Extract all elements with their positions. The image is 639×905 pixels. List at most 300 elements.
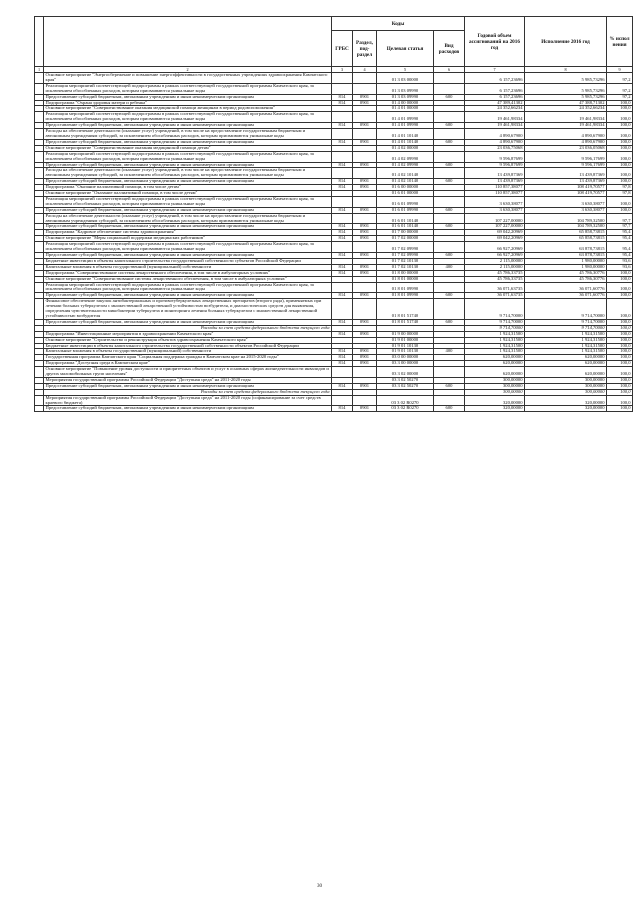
article-cell: 01 6 01 10140: [377, 213, 434, 224]
percent-cell: 100,0: [607, 100, 633, 106]
expense-type-cell: 400: [434, 264, 465, 270]
article-cell: 01 9 01 10130: [377, 343, 434, 349]
annual-amount-cell: 36 071,63735: [465, 282, 525, 293]
item-name-cell: Капитальные вложения в объекты государственной (муниципальной) собственности: [44, 264, 332, 270]
header-article: Целевая статья: [377, 31, 434, 67]
table-row: [35, 83, 633, 94]
execution-amount-cell: 36 071,60776: [525, 282, 607, 293]
annual-amount-cell: 110 857,38077: [465, 185, 525, 191]
execution-amount-cell: 13 439,87369: [525, 179, 607, 185]
item-name-cell: Основное мероприятие "Оказание паллиативной помощи, в том числе детям": [44, 191, 332, 197]
article-cell: 01 6 01 00000: [377, 191, 434, 197]
expense-type-cell: [434, 299, 465, 320]
percent-cell: 100,0: [607, 151, 633, 162]
article-cell: 03 0 00 00000: [377, 355, 434, 361]
article-cell: 01 7 02 10130: [377, 264, 434, 270]
annual-amount-cell: 620,00000: [465, 367, 525, 378]
execution-amount-cell: 1 980,00000: [525, 264, 607, 270]
item-name-cell: Предоставление субсидий бюджетным, автономным учреждениям и иным некоммерческим организациям: [44, 224, 332, 230]
table-row: [35, 282, 633, 293]
grbs-cell: 814: [332, 179, 353, 185]
section-cell: 0901: [353, 179, 377, 185]
expense-type-cell: 600: [434, 179, 465, 185]
column-number: 2: [44, 67, 332, 73]
annual-amount-cell: 13 439,87369: [465, 168, 525, 179]
execution-amount-cell: 9 714,70000: [525, 325, 607, 331]
annual-amount-cell: 300,00000: [465, 377, 525, 383]
expense-type-cell: [434, 151, 465, 162]
percent-cell: 100,0: [607, 139, 633, 145]
section-cell: 0901: [353, 207, 377, 213]
annual-amount-cell: 6 157,23696: [465, 83, 525, 94]
percent-cell: 100,0: [607, 367, 633, 378]
grbs-cell: [332, 112, 353, 123]
article-cell: 01 9 00 00000: [377, 331, 434, 337]
section-cell: [353, 83, 377, 94]
table-row: [35, 406, 633, 412]
percent-cell: 100,0: [607, 337, 633, 343]
annual-amount-cell: 9 596,87699: [465, 151, 525, 162]
section-cell: 0901: [353, 349, 377, 355]
execution-amount-cell: 104 789,32500: [525, 224, 607, 230]
annual-amount-cell: 9 714,70000: [465, 319, 525, 325]
execution-amount-cell: 108 419,70577: [525, 185, 607, 191]
item-name-cell: Предоставление субсидий бюджетным, автономным учреждениям и иным некоммерческим организациям: [44, 406, 332, 412]
section-cell: 0901: [353, 264, 377, 270]
expense-type-cell: [434, 367, 465, 378]
row-number-cell: [35, 168, 44, 179]
article-cell: 01 9 01 10130: [377, 349, 434, 355]
annual-amount-cell: 3 630,38077: [465, 196, 525, 207]
percent-cell: 100,0: [607, 343, 633, 349]
execution-amount-cell: 63 878,73815: [525, 242, 607, 253]
grbs-cell: 814: [332, 293, 353, 299]
annual-amount-cell: 1 924,31500: [465, 349, 525, 355]
execution-amount-cell: 9 596,17699: [525, 151, 607, 162]
row-number-cell: [35, 213, 44, 224]
percent-cell: 95,4: [607, 230, 633, 236]
item-name-cell: Основное мероприятие "Меры социальной поддержки медицинских работников": [44, 236, 332, 242]
grbs-cell: 814: [332, 94, 353, 100]
article-cell: 01 7 00 00000: [377, 230, 434, 236]
item-name-cell: Реализация мероприятий соответствующей подпрограммы в рамках соответствующей государственной программы Камчатского края, за исключением обособленных расходов, которым присваиваются уникальные коды: [44, 151, 332, 162]
execution-amount-cell: 63 878,73815: [525, 253, 607, 259]
expense-type-cell: 400: [434, 349, 465, 355]
section-cell: [353, 112, 377, 123]
article-cell: 01 3 03 09990: [377, 83, 434, 94]
grbs-cell: 814: [332, 270, 353, 276]
article-cell: 01 6 01 09990: [377, 207, 434, 213]
article-cell: 01 8 01 51740: [377, 319, 434, 325]
annual-amount-cell: 19 461,98334: [465, 112, 525, 123]
execution-amount-cell: 9 714,70000: [525, 299, 607, 320]
section-cell: 0901: [353, 331, 377, 337]
expense-type-cell: 600: [434, 293, 465, 299]
article-cell: 01 9 01 00000: [377, 337, 434, 343]
grbs-cell: 814: [332, 253, 353, 259]
section-cell: [353, 395, 377, 406]
expense-type-cell: [434, 73, 465, 84]
annual-amount-cell: 13 439,87369: [465, 179, 525, 185]
percent-cell: 100,0: [607, 162, 633, 168]
percent-cell: 100,0: [607, 389, 633, 395]
percent-cell: 100,0: [607, 377, 633, 383]
execution-amount-cell: 65 858,73815: [525, 236, 607, 242]
execution-amount-cell: 45 786,30776: [525, 270, 607, 276]
section-cell: 0901: [353, 319, 377, 325]
percent-cell: 100,0: [607, 299, 633, 320]
article-cell: 01 4 02 00000: [377, 145, 434, 151]
execution-amount-cell: 620,00000: [525, 361, 607, 367]
percent-cell: 100,0: [607, 106, 633, 112]
execution-amount-cell: 620,00000: [525, 355, 607, 361]
section-cell: 0901: [353, 270, 377, 276]
article-cell: 01 4 01 10140: [377, 129, 434, 140]
grbs-cell: 814: [332, 236, 353, 242]
item-name-cell: Подпрограмма "Оказание паллиативной помощи, в том числе детям": [44, 185, 332, 191]
percent-cell: 97,7: [607, 213, 633, 224]
percent-cell: 95,4: [607, 253, 633, 259]
grbs-cell: [332, 367, 353, 378]
annual-amount-cell: 69 042,20969: [465, 230, 525, 236]
article-cell: 01 4 01 10140: [377, 139, 434, 145]
execution-amount-cell: 23 036,05068: [525, 145, 607, 151]
expense-type-cell: [434, 242, 465, 253]
item-name-cell: Основное мероприятие "Строительство и реконструкция объектов здравоохранения Камчатского края": [44, 337, 332, 343]
section-cell: 0901: [353, 162, 377, 168]
annual-amount-cell: 4 890,67900: [465, 139, 525, 145]
expense-type-cell: 600: [434, 383, 465, 389]
percent-cell: 100,0: [607, 361, 633, 367]
article-cell: 03 3 00 00000: [377, 361, 434, 367]
section-cell: 0901: [353, 185, 377, 191]
percent-cell: 100,0: [607, 319, 633, 325]
grbs-cell: 814: [332, 349, 353, 355]
grbs-cell: 814: [332, 123, 353, 129]
header-execution: Исполнение 2016 год: [525, 17, 607, 67]
percent-cell: 97,2: [607, 83, 633, 94]
execution-amount-cell: 65 858,73815: [525, 230, 607, 236]
percent-cell: 100,0: [607, 112, 633, 123]
annual-amount-cell: 1 924,31500: [465, 343, 525, 349]
annual-amount-cell: 620,00000: [465, 361, 525, 367]
annual-amount-cell: 300,00000: [465, 389, 525, 395]
row-number-cell: [35, 73, 44, 84]
item-name-cell: Реализация мероприятий соответствующей подпрограммы в рамках соответствующей государственной программы Камчатского края, за исключением обособленных расходов, которым присваиваются уникальные коды: [44, 196, 332, 207]
table-row: [35, 242, 633, 253]
row-number-cell: [35, 395, 44, 406]
percent-cell: 100,0: [607, 168, 633, 179]
section-cell: 0901: [353, 406, 377, 412]
item-name-cell: Подпрограмма "Инвестиционные мероприятия в здравоохранении Камчатского края": [44, 331, 332, 337]
annual-amount-cell: 45 786,33735: [465, 270, 525, 276]
percent-cell: 100,0: [607, 129, 633, 140]
expense-type-cell: 600: [434, 162, 465, 168]
execution-amount-cell: 300,00000: [525, 383, 607, 389]
annual-amount-cell: 9 714,70000: [465, 325, 525, 331]
item-name-cell: Основное мероприятие "Повышение уровня доступности и приоритетных объектов и услуг в основных сферах жизнедеятельности инвалидов и других маломобильных групп населения": [44, 367, 332, 378]
execution-amount-cell: 1 924,31500: [525, 337, 607, 343]
item-name-cell: Мероприятия государственной программы Российской Федерации "Доступная среда" на 2011-2020 годы (софинансирование за счет средств краевого бюджета): [44, 395, 332, 406]
execution-amount-cell: 3 630,38077: [525, 207, 607, 213]
execution-amount-cell: 5 985,73296: [525, 94, 607, 100]
expense-type-cell: 600: [434, 253, 465, 259]
article-cell: 01 8 00 00000: [377, 270, 434, 276]
grbs-cell: 814: [332, 355, 353, 361]
article-cell: 01 4 02 10140: [377, 168, 434, 179]
budget-table: [34, 16, 633, 412]
grbs-cell: 814: [332, 406, 353, 412]
item-name-cell: Реализация мероприятий соответствующей подпрограммы в рамках соответствующей государственной программы Камчатского края, за исключением обособленных расходов, которым присваиваются уникальные коды: [44, 242, 332, 253]
article-cell: 01 8 01 00000: [377, 276, 434, 282]
table-row: [35, 112, 633, 123]
percent-cell: 100,0: [607, 282, 633, 293]
table-row: [35, 151, 633, 162]
row-number-cell: [35, 112, 44, 123]
header-blank-num: [35, 17, 44, 67]
percent-cell: 93,6: [607, 264, 633, 270]
section-cell: 0901: [353, 361, 377, 367]
percent-cell: 95,4: [607, 242, 633, 253]
item-name-cell: Предоставление субсидий бюджетным, автономным учреждениям и иным некоммерческим организациям: [44, 139, 332, 145]
annual-amount-cell: 107 227,00000: [465, 213, 525, 224]
section-cell: 0901: [353, 100, 377, 106]
expense-type-cell: [434, 282, 465, 293]
header-grbs: ГРБС: [332, 31, 353, 67]
article-cell: 03 3 02 50270: [377, 377, 434, 383]
section-cell: 0901: [353, 224, 377, 230]
percent-cell: 100,0: [607, 270, 633, 276]
execution-amount-cell: 47 388,71302: [525, 100, 607, 106]
grbs-cell: [332, 73, 353, 84]
column-number: 3: [332, 67, 353, 73]
column-number: 4: [353, 67, 377, 73]
item-name-cell: Предоставление субсидий бюджетным, автономным учреждениям и иным некоммерческим организациям: [44, 319, 332, 325]
item-name-cell: Подпрограмма "Кадровое обеспечение системы здравоохранения": [44, 230, 332, 236]
annual-amount-cell: 110 857,38077: [465, 191, 525, 197]
expense-type-cell: 600: [434, 207, 465, 213]
section-cell: 0901: [353, 123, 377, 129]
article-cell: 01 4 00 00000: [377, 100, 434, 106]
annual-amount-cell: 9 714,70000: [465, 299, 525, 320]
article-cell: 03 3 02 50270: [377, 383, 434, 389]
percent-cell: 100,0: [607, 293, 633, 299]
row-number-cell: [35, 299, 44, 320]
header-section: Раздел, под-раздел: [353, 31, 377, 67]
grbs-cell: 814: [332, 361, 353, 367]
section-cell: 0901: [353, 383, 377, 389]
article-cell: 01 3 03 09990: [377, 94, 434, 100]
grbs-cell: 814: [332, 100, 353, 106]
section-cell: [353, 242, 377, 253]
section-cell: 0901: [353, 355, 377, 361]
execution-amount-cell: 1 924,31500: [525, 331, 607, 337]
annual-amount-cell: 3 630,38077: [465, 207, 525, 213]
execution-amount-cell: 1 924,31500: [525, 349, 607, 355]
article-cell: 01 8 01 51740: [377, 299, 434, 320]
annual-amount-cell: 69 042,20969: [465, 236, 525, 242]
grbs-cell: [332, 395, 353, 406]
percent-cell: 100,0: [607, 325, 633, 331]
item-name-cell: Подпрограмма "Охрана здоровья матери и ребенка": [44, 100, 332, 106]
item-name-cell: Подпрограмма "Доступная среда в Камчатском крае": [44, 361, 332, 367]
execution-amount-cell: 5 985,73296: [525, 73, 607, 84]
expense-type-cell: 600: [434, 123, 465, 129]
section-cell: 0901: [353, 293, 377, 299]
percent-cell: 97,8: [607, 185, 633, 191]
execution-amount-cell: 320,00000: [525, 406, 607, 412]
expense-type-cell: [434, 168, 465, 179]
annual-amount-cell: 19 461,98334: [465, 123, 525, 129]
table-row: [35, 299, 633, 320]
annual-amount-cell: 45 786,33735: [465, 276, 525, 282]
section-cell: [353, 299, 377, 320]
annual-amount-cell: 36 071,63735: [465, 293, 525, 299]
annual-amount-cell: 620,00000: [465, 355, 525, 361]
execution-amount-cell: 9 596,17699: [525, 162, 607, 168]
column-number: 9: [607, 67, 633, 73]
row-number-cell: [35, 242, 44, 253]
row-number-cell: [35, 83, 44, 94]
table-body: [35, 73, 633, 412]
item-name-cell: Предоставление субсидий бюджетным, автономным учреждениям и иным некоммерческим организациям: [44, 383, 332, 389]
expense-type-cell: [434, 196, 465, 207]
item-name-cell: Реализация мероприятий соответствующей подпрограммы в рамках соответствующей государственной программы Камчатского края, за исключением обособленных расходов, которым присваиваются уникальные коды: [44, 83, 332, 94]
expense-type-cell: 600: [434, 224, 465, 230]
article-cell: 01 7 02 00000: [377, 236, 434, 242]
article-cell: 01 4 02 09990: [377, 151, 434, 162]
item-name-cell: Предоставление субсидий бюджетным, автономным учреждениям и иным некоммерческим организациям: [44, 123, 332, 129]
expense-type-cell: [434, 213, 465, 224]
item-name-cell: Бюджетные инвестиции в объекты капитального строительства государственной собственности субъектов Российской Федерации: [44, 258, 332, 264]
annual-amount-cell: 320,00000: [465, 406, 525, 412]
annual-amount-cell: 2 115,00000: [465, 258, 525, 264]
article-cell: 01 4 02 10140: [377, 179, 434, 185]
column-number: 8: [525, 67, 607, 73]
table-row: [35, 73, 633, 84]
section-cell: [353, 73, 377, 84]
execution-amount-cell: 3 630,38077: [525, 196, 607, 207]
annual-amount-cell: 1 924,31500: [465, 331, 525, 337]
article-cell: 01 8 01 09990: [377, 282, 434, 293]
item-name-cell: Основное мероприятие "Энергосбережение и повышение энергоэффективности в государственных учреждениях здравоохранения Камчатского края": [44, 73, 332, 84]
item-name-cell: Расходы на обеспечение деятельности (оказание услуг) учреждений, в том числе на предоставление государственным бюджетным и автономным учреждениям субсидий, за исключением обособленных расходов, которым присваиваются уникальные коды: [44, 213, 332, 224]
header-codes: Коды: [332, 17, 465, 31]
percent-cell: 100,0: [607, 276, 633, 282]
row-number-cell: [35, 151, 44, 162]
grbs-cell: 814: [332, 207, 353, 213]
header-percent: % испол нения: [607, 17, 633, 67]
execution-amount-cell: 36 071,60776: [525, 293, 607, 299]
item-name-cell: Подпрограмма "Совершенствование системы лекарственного обеспечения, в том числе в амбулаторных условиях": [44, 270, 332, 276]
column-number: 7: [465, 67, 525, 73]
item-name-cell: Мероприятия государственной программы Российской Федерации "Доступная среда" на 2011-2020 годы: [44, 377, 332, 383]
percent-cell: 95,4: [607, 236, 633, 242]
row-number-cell: [35, 406, 44, 412]
item-name-cell: Расходы на обеспечение деятельности (оказание услуг) учреждений, в том числе на предоставление государственным бюджетным и автономным учреждениям субсидий, за исключением обособленных расходов, которым присваиваются уникальные коды: [44, 168, 332, 179]
item-name-cell: Капитальные вложения в объекты государственной (муниципальной) собственности: [44, 349, 332, 355]
section-cell: [353, 168, 377, 179]
percent-cell: 97,8: [607, 191, 633, 197]
table-row: [35, 367, 633, 378]
grbs-cell: 814: [332, 319, 353, 325]
section-cell: [353, 151, 377, 162]
expense-type-cell: 600: [434, 319, 465, 325]
execution-amount-cell: 9 714,70000: [525, 319, 607, 325]
execution-amount-cell: 4 890,67900: [525, 139, 607, 145]
percent-cell: 100,0: [607, 179, 633, 185]
expense-type-cell: 600: [434, 94, 465, 100]
item-name-cell: Основное мероприятие "Совершенствование оказания медицинской помощи женщинам в период родовспоможения": [44, 106, 332, 112]
header-blank-name: [44, 17, 332, 67]
execution-amount-cell: 13 439,87369: [525, 168, 607, 179]
grbs-cell: 814: [332, 185, 353, 191]
percent-cell: 100,0: [607, 331, 633, 337]
item-name-cell: Расходы на обеспечение деятельности (оказание услуг) учреждений, в том числе на предоставление государственным бюджетным и автономным учреждениям субсидий, за исключением обособленных расходов, которым присваиваются уникальные коды: [44, 129, 332, 140]
grbs-cell: 814: [332, 383, 353, 389]
item-name-cell: Предоставление субсидий бюджетным, автономным учреждениям и иным некоммерческим организациям: [44, 293, 332, 299]
annual-amount-cell: 6 157,23696: [465, 73, 525, 84]
table-row: [35, 213, 633, 224]
table-header: [35, 17, 633, 73]
table-row: [35, 196, 633, 207]
percent-cell: 97,2: [607, 94, 633, 100]
annual-amount-cell: 66 927,20969: [465, 242, 525, 253]
percent-cell: 100,0: [607, 383, 633, 389]
item-name-cell: Предоставление субсидий бюджетным, автономным учреждениям и иным некоммерческим организациям: [44, 253, 332, 259]
grbs-cell: [332, 151, 353, 162]
section-cell: 0901: [353, 253, 377, 259]
section-cell: [353, 367, 377, 378]
grbs-cell: [332, 242, 353, 253]
execution-amount-cell: 19 461,98334: [525, 123, 607, 129]
annual-amount-cell: 107 227,00000: [465, 224, 525, 230]
item-name-cell: Основное мероприятие "Совершенствование системы лекарственного обеспечения, в том числе в амбулаторных условиях": [44, 276, 332, 282]
execution-amount-cell: 1 980,00000: [525, 258, 607, 264]
table-row: [35, 129, 633, 140]
execution-amount-cell: 320,00000: [525, 395, 607, 406]
percent-cell: 100,0: [607, 145, 633, 151]
section-cell: [353, 129, 377, 140]
grbs-cell: 814: [332, 162, 353, 168]
annual-amount-cell: 23 036,75068: [465, 145, 525, 151]
section-cell: [353, 213, 377, 224]
item-name-cell: Расходы за счет средств федерального бюджета текущего года: [44, 389, 332, 395]
grbs-cell: 814: [332, 139, 353, 145]
article-cell: 03 3 02 00000: [377, 367, 434, 378]
item-name-cell: Реализация мероприятий соответствующей подпрограммы в рамках соответствующей государственной программы Камчатского края, за исключением обособленных расходов, которым присваиваются уникальные коды: [44, 112, 332, 123]
row-number-cell: [35, 367, 44, 378]
page-number: 30: [317, 884, 322, 889]
section-cell: 0901: [353, 236, 377, 242]
percent-cell: 100,0: [607, 123, 633, 129]
annual-amount-cell: 2 115,00000: [465, 264, 525, 270]
execution-amount-cell: 19 461,98334: [525, 112, 607, 123]
execution-amount-cell: 4 890,67900: [525, 129, 607, 140]
grbs-cell: [332, 213, 353, 224]
article-cell: 01 7 02 09990: [377, 242, 434, 253]
annual-amount-cell: 24 352,66234: [465, 106, 525, 112]
article-cell: 01 7 02 09990: [377, 253, 434, 259]
annual-amount-cell: 9 596,87699: [465, 162, 525, 168]
annual-amount-cell: 6 157,23696: [465, 94, 525, 100]
annual-amount-cell: 300,00000: [465, 383, 525, 389]
annual-amount-cell: 66 927,20969: [465, 253, 525, 259]
article-cell: 03 3 02 R0270: [377, 406, 434, 412]
grbs-cell: 814: [332, 230, 353, 236]
percent-cell: 97,7: [607, 224, 633, 230]
annual-amount-cell: 4 890,67900: [465, 129, 525, 140]
